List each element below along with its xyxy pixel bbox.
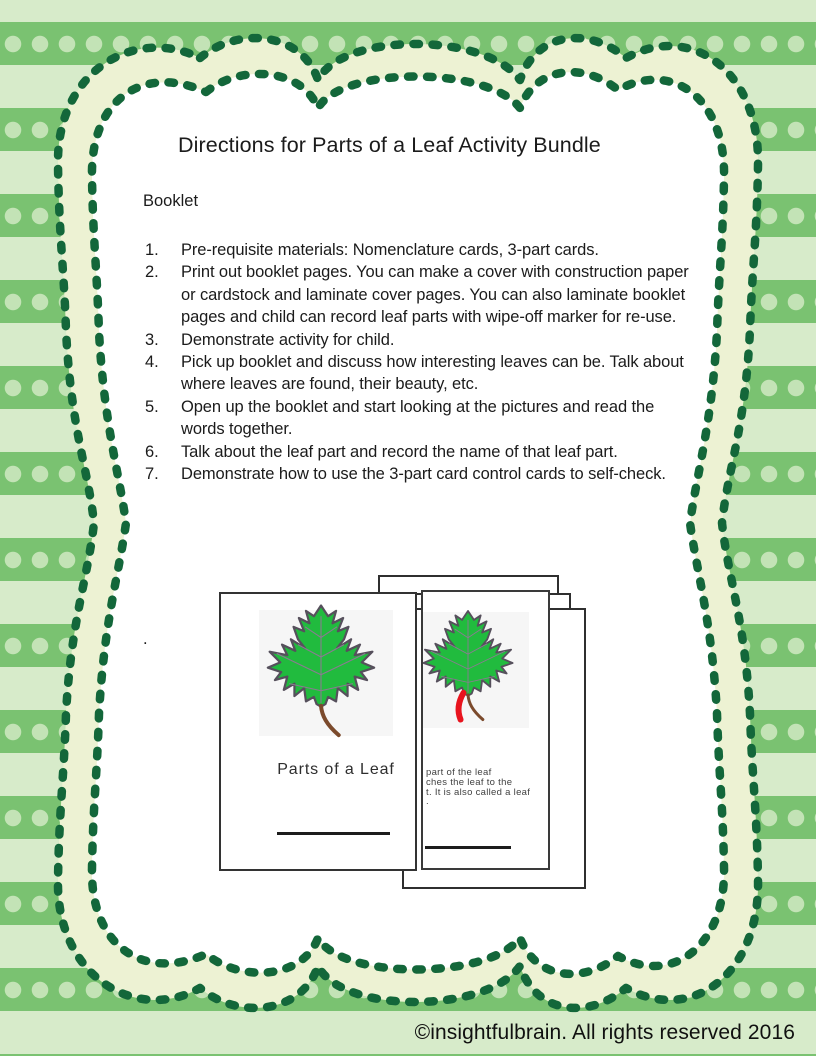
caption-fragment: ches the leaf to the <box>426 776 513 788</box>
caption-fragment: t. It is also called a leaf <box>426 786 531 798</box>
clipped-caption-text <box>426 768 530 807</box>
page-title: Directions for Parts of a Leaf Activity Bundle <box>178 133 601 157</box>
step-number: 2. <box>145 263 159 282</box>
stray-period-mark: . <box>143 630 148 648</box>
step-text: Pick up booklet and discuss how interesting leaves can be. Talk about where leaves are found, their beauty, etc. <box>181 353 684 394</box>
step-number: 7. <box>145 465 159 484</box>
writing-line <box>425 846 511 849</box>
cover-card <box>219 592 417 871</box>
step-text: Talk about the leaf part and record the name of that leaf part. <box>181 442 618 461</box>
caption-fragment: . <box>426 796 429 808</box>
section-heading-booklet: Booklet <box>143 192 199 210</box>
step-text: Demonstrate how to use the 3-part card control cards to self-check. <box>181 465 666 484</box>
caption-fragment: part of the leaf <box>426 767 492 778</box>
step-text: Open up the booklet and start looking at the pictures and read the words together. <box>181 397 655 439</box>
step-number: 1. <box>145 241 159 259</box>
copyright-notice: ©insightfulbrain. All rights reserved 2016 <box>414 1021 795 1044</box>
step-number: 5. <box>145 397 159 416</box>
maple-leaf-red-petiole-icon <box>421 608 520 727</box>
step-number: 6. <box>145 442 159 461</box>
step-number: 4. <box>145 353 159 372</box>
step-text: Pre-requisite materials: Nomenclature cards, 3-part cards. <box>181 241 599 259</box>
petiole-detail-card <box>421 590 550 870</box>
step-number: 3. <box>145 330 159 349</box>
step-text: Demonstrate activity for child. <box>181 330 395 349</box>
cover-card-title: Parts of a Leaf <box>277 761 395 778</box>
maple-leaf-icon <box>259 602 383 744</box>
writing-line <box>277 832 390 835</box>
step-text: Print out booklet pages. You can make a cover with construction paper or cardstock and laminate cover pages. You can also laminate booklet pages and child can record leaf parts with wipe-off marker for re-use. <box>181 263 689 327</box>
